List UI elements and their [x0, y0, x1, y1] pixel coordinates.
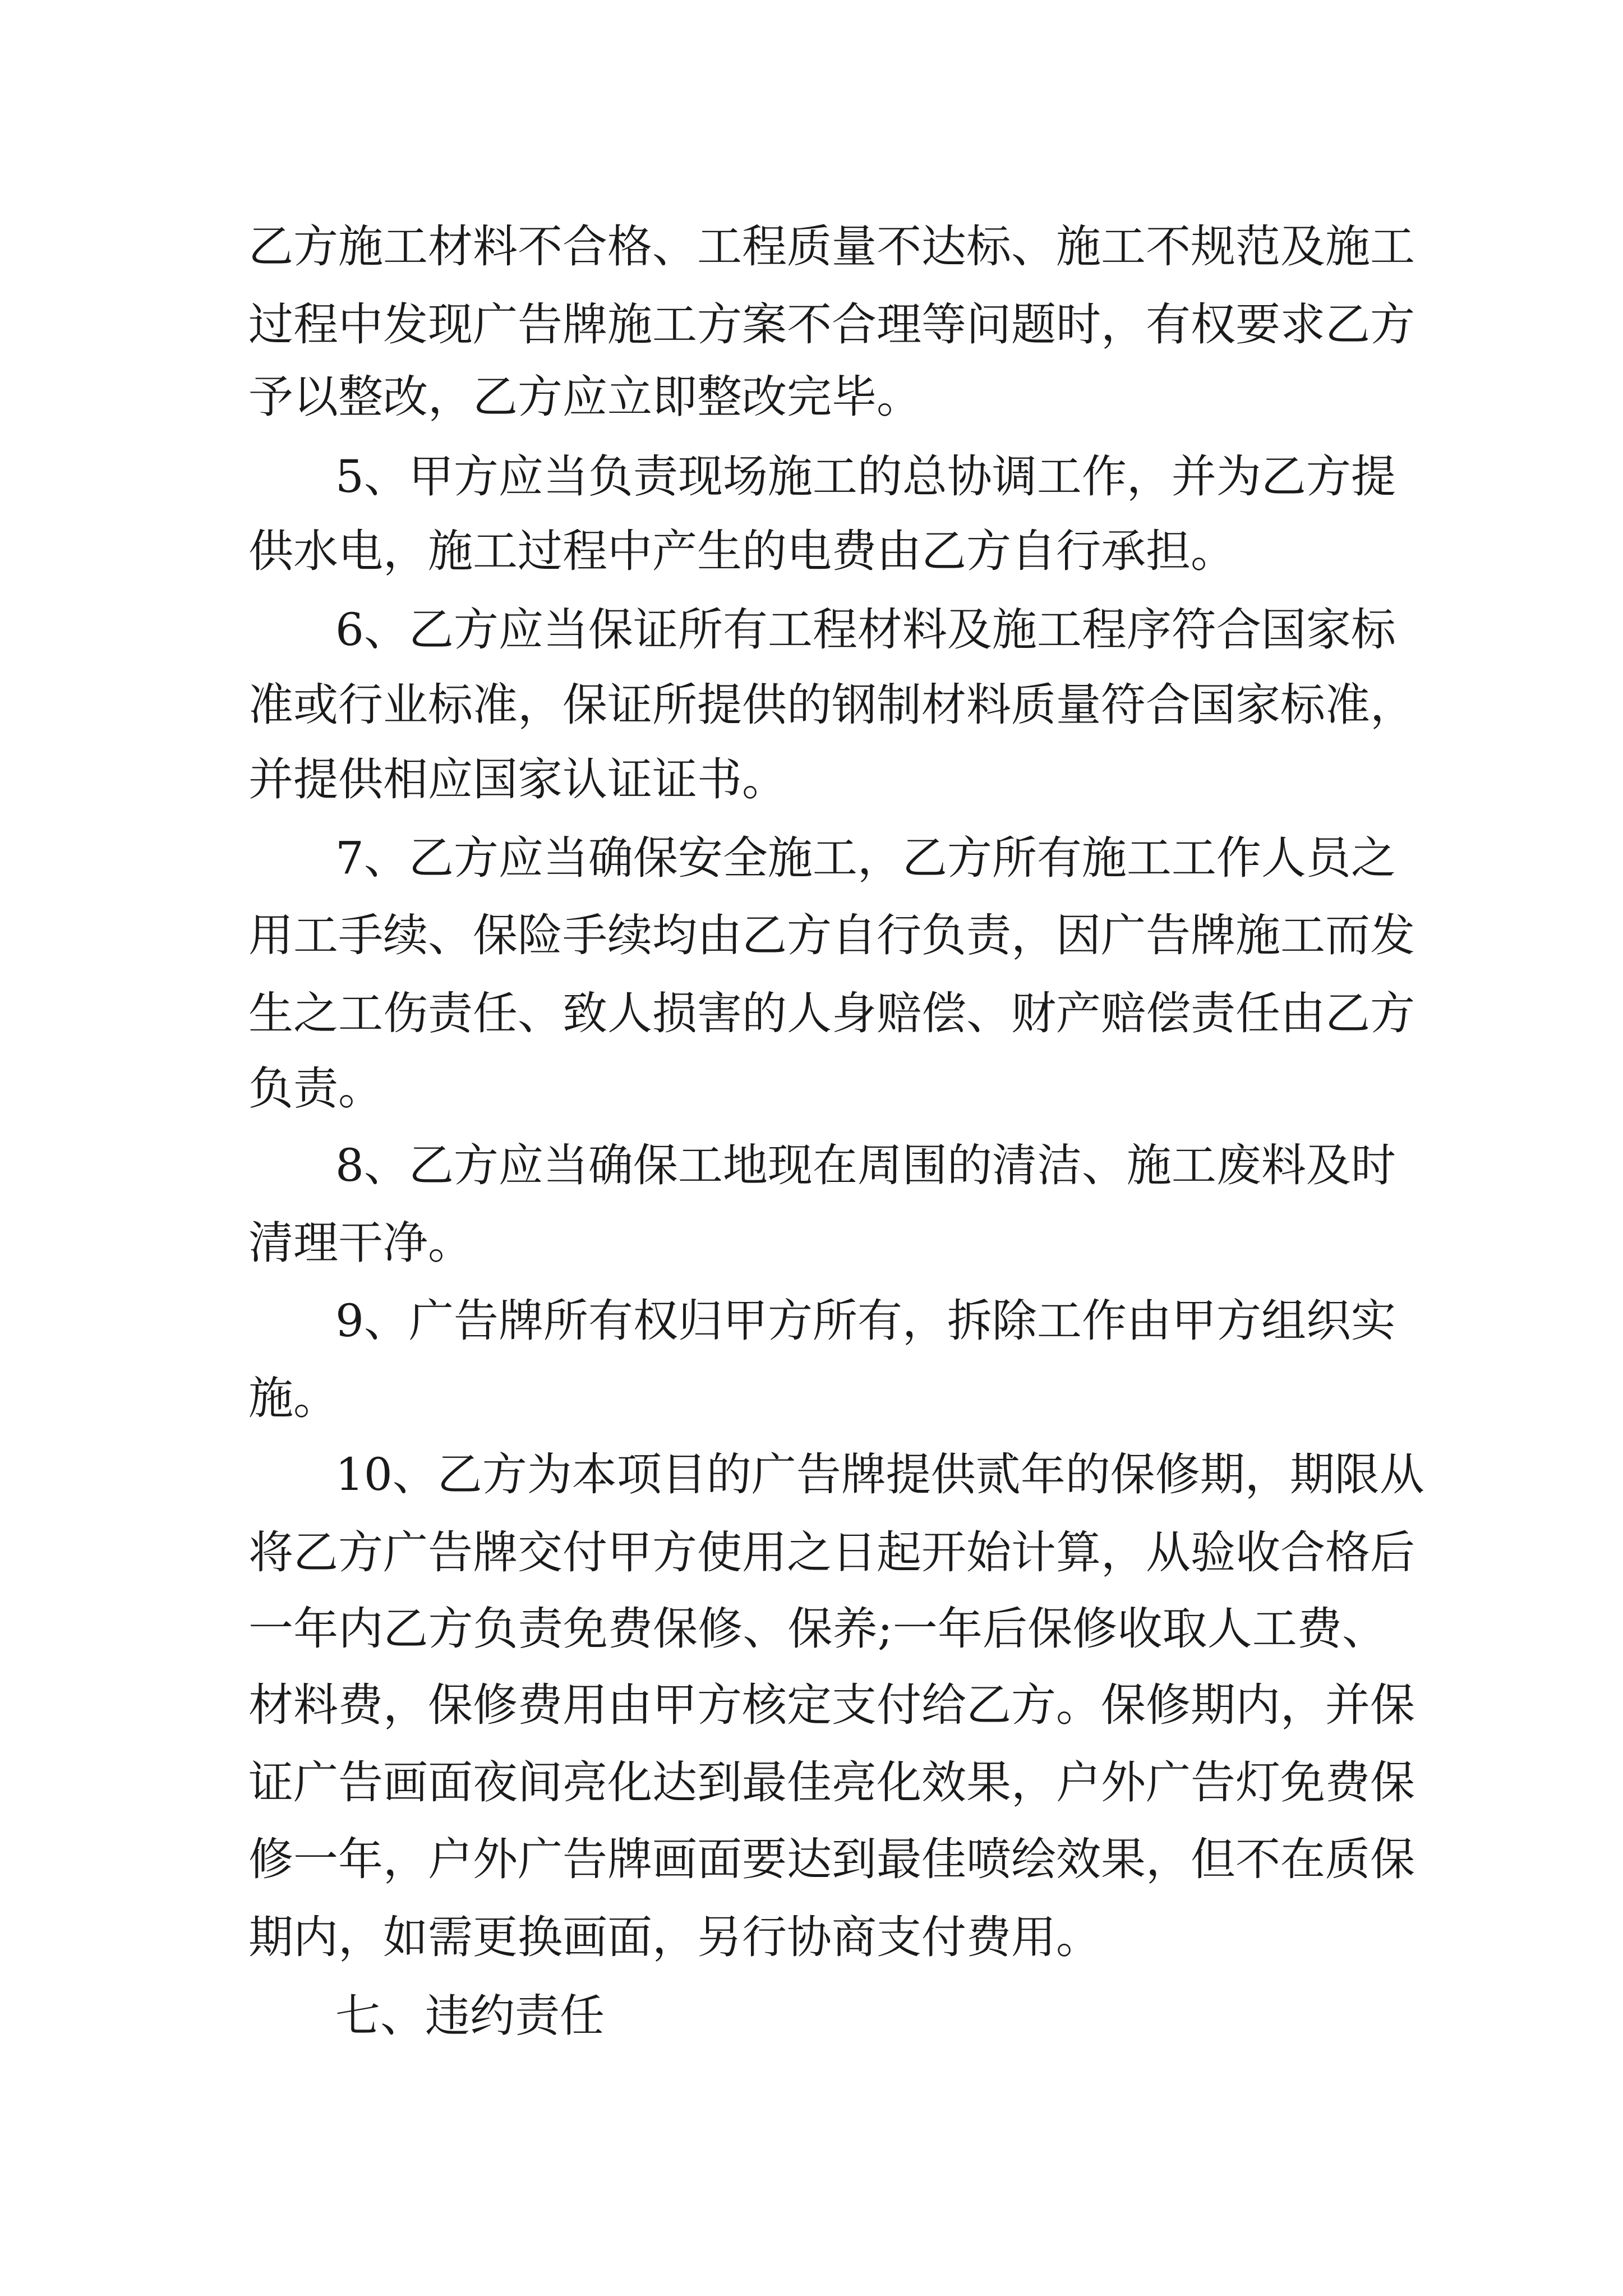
line-text: 将乙方广告牌交付甲方使用之日起开始计算，从验收合格后: [248, 1526, 1415, 1579]
text-line: [0, 977, 1623, 1050]
text-line: [0, 669, 1623, 742]
line-text: 予以整改，乙方应立即整改完毕。: [248, 371, 921, 423]
line-text: 5、甲方应当负责现场施工的总协调工作，并为乙方提: [335, 450, 1396, 503]
text-line: [0, 1746, 1623, 1819]
section-heading-text: 七、违约责任: [335, 1990, 605, 2042]
text-line: [0, 288, 1623, 361]
text-line: [0, 1823, 1623, 1896]
line-text: 负责。: [248, 1062, 383, 1115]
text-line: [0, 1438, 1623, 1511]
line-text: 供水电，施工过程中产生的电费由乙方自行承担。: [248, 525, 1235, 577]
text-line: [0, 899, 1623, 972]
line-text: 证广告画面夜间亮化达到最佳亮化效果，户外广告灯免费保: [248, 1756, 1415, 1809]
text-line: [0, 1129, 1623, 1202]
text-line: [0, 743, 1623, 816]
text-line: [0, 1207, 1623, 1280]
text-line: [0, 1516, 1623, 1589]
text-line: [0, 1901, 1623, 1974]
text-line: [0, 1669, 1623, 1742]
text-line: [0, 822, 1623, 895]
line-text: 乙方施工材料不合格、工程质量不达标、施工不规范及施工: [248, 220, 1415, 273]
line-text: 施。: [248, 1372, 338, 1424]
text-line: [0, 515, 1623, 588]
line-text: 期内，如需更换画面，另行协商支付费用。: [248, 1911, 1101, 1963]
text-line: [0, 440, 1623, 513]
section-heading: [0, 1980, 1623, 2053]
line-text: 并提供相应国家认证证书。: [248, 753, 787, 806]
line-text: 生之工伤责任、致人损害的人身赔偿、财产赔偿责任由乙方: [248, 987, 1415, 1039]
text-line: [0, 361, 1623, 434]
line-text: 清理干净。: [248, 1217, 473, 1269]
text-line: [0, 1285, 1623, 1358]
line-text: 7、乙方应当确保安全施工，乙方所有施工工作人员之: [335, 832, 1396, 884]
line-text: 10、乙方为本项目的广告牌提供贰年的保修期，期限从: [335, 1448, 1424, 1501]
text-line: [0, 1052, 1623, 1125]
line-text: 8、乙方应当确保工地现在周围的清洁、施工废料及时: [335, 1139, 1396, 1191]
line-text: 过程中发现广告牌施工方案不合理等问题时，有权要求乙方: [248, 298, 1415, 351]
line-text: 6、乙方应当保证所有工程材料及施工程序符合国家标: [335, 604, 1396, 656]
line-text: 一年内乙方负责免费保修、保养;一年后保修收取人工费、: [248, 1603, 1387, 1655]
line-text: 用工手续、保险手续均由乙方自行负责，因广告牌施工而发: [248, 909, 1415, 961]
text-line: [0, 210, 1623, 283]
text-line: [0, 1593, 1623, 1665]
text-line: [0, 1362, 1623, 1435]
line-text: 9、广告牌所有权归甲方所有，拆除工作由甲方组织实: [335, 1295, 1396, 1347]
text-line: [0, 593, 1623, 666]
line-text: 准或行业标准，保证所提供的钢制材料质量符合国家标准，: [248, 679, 1415, 731]
line-text: 材料费，保修费用由甲方核定支付给乙方。保修期内，并保: [248, 1679, 1415, 1731]
line-text: 修一年，户外广告牌画面要达到最佳喷绘效果，但不在质保: [248, 1833, 1415, 1885]
